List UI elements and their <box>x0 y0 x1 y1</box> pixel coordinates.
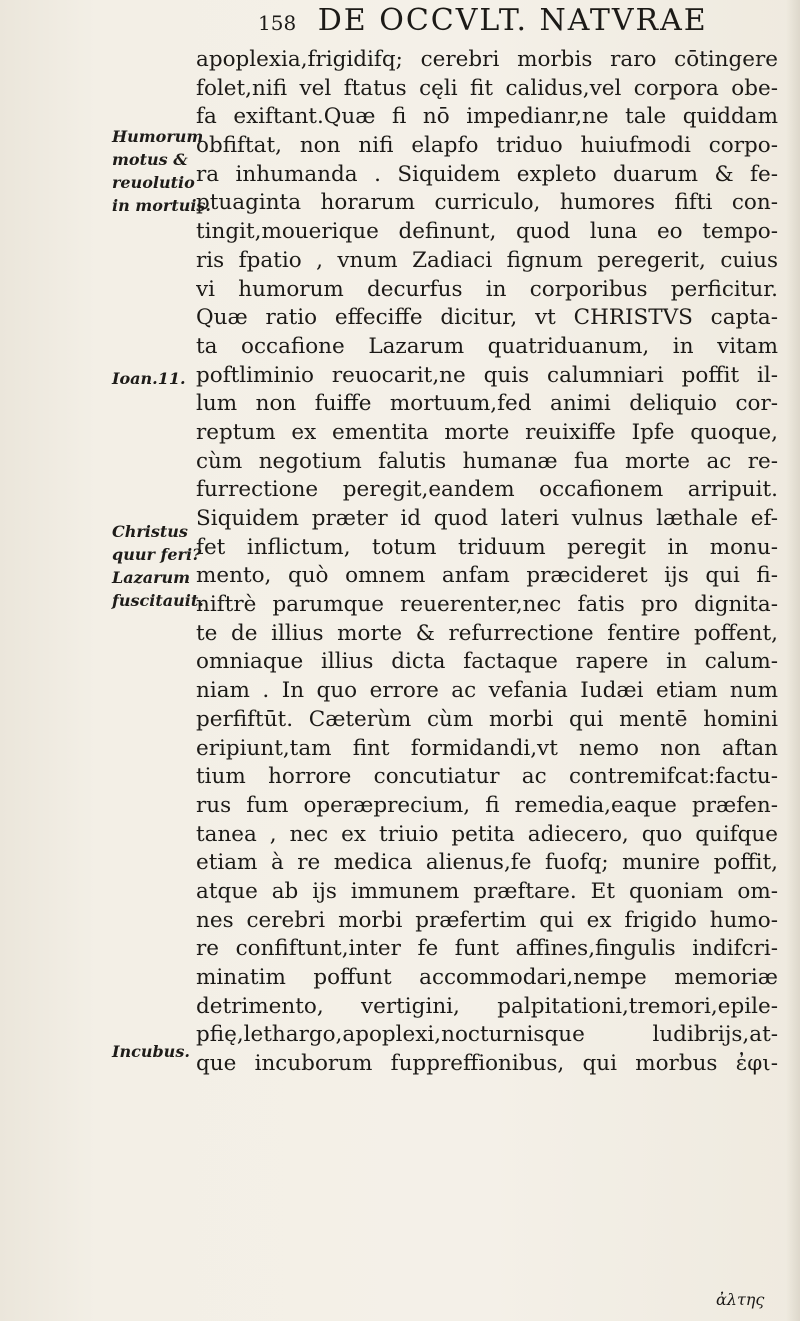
margin-note-line: Incubus. <box>112 1042 190 1061</box>
text-line: omniaque illius dicta factaque rapere in calum- <box>196 649 778 675</box>
text-line: furrectione peregit,eandem occafionem arripuit. <box>196 477 778 503</box>
text-line: que incuborum fuppreffionibus, qui morbus ἐφι- <box>196 1051 778 1077</box>
text-line: re confiftunt,inter fe funt affines,fingulis indifcri- <box>196 936 778 962</box>
margin-note-ioan <box>112 367 186 390</box>
catchword: ἀλτης <box>716 1290 765 1309</box>
text-line: vi humorum decurfus in corporibus perficitur. <box>196 276 778 302</box>
text-line: Siquidem præter id quod lateri vulnus læthale ef- <box>196 506 778 531</box>
text-line: perfiftūt. Cæterùm cùm morbi qui mentē homini <box>196 706 778 732</box>
text-line: te de illius morte & refurrectione fentire poffent, <box>196 620 778 646</box>
page-number: 158 <box>258 11 297 35</box>
text-line: tingit,mouerique definunt, quod luna eo tempo- <box>196 219 778 245</box>
text-line: reptum ex ementita morte reuixiffe Ipfe quoque, <box>196 419 778 445</box>
text-line: lum non fuiffe mortuum,fed animi deliquio cor- <box>196 391 778 417</box>
margin-note-line: quur feri? <box>112 545 202 564</box>
margin-note-line: in mortuis. <box>112 196 211 215</box>
text-line: Quæ ratio effeciffe dicitur, vt CHRISTVS capta- <box>196 305 778 331</box>
text-line: minatim poffunt accommodari,nempe memoriæ <box>196 965 778 990</box>
text-line: etiam à re medica alienus,fe fuofq; munire poffit, <box>196 850 778 876</box>
text-line: mento, quò omnem anfam præcideret ijs qui fi- <box>196 563 778 589</box>
margin-note-line: Christus <box>112 522 188 541</box>
margin-note-line: Ioan.11. <box>112 369 186 388</box>
margin-note-line: Humorum <box>112 127 204 146</box>
text-line: ptuaginta horarum curriculo, humores fifti con- <box>196 190 778 216</box>
margin-note-line: Lazarum <box>112 568 191 587</box>
text-line: ra inhumanda . Siquidem expleto duarum & fe- <box>196 161 778 187</box>
margin-note-line: reuolutio <box>112 173 195 192</box>
text-line: detrimento, vertigini, palpitationi,tremori,epile- <box>196 993 778 1019</box>
text-line: rus fum operæprecium, fi remedia,eaque præfen- <box>196 792 778 818</box>
running-header <box>258 0 778 42</box>
text-line: atque ab ijs immunem præftare. Et quoniam om- <box>196 878 778 904</box>
text-line: niftrè parumque reuerenter,nec fatis pro dignita- <box>196 592 778 618</box>
text-line: obfiftat, non nifi elapfo triduo huiufmodi corpo- <box>196 133 778 159</box>
page-edge-shadow <box>786 0 800 1321</box>
text-line: eripiunt,tam fint formidandi,vt nemo non aftan <box>196 735 778 761</box>
margin-note-incubus <box>112 1040 190 1063</box>
margin-note-line: motus & <box>112 150 188 169</box>
text-line: ris fpatio , vnum Zadiaci fignum peregerit, cuius <box>196 247 778 273</box>
main-text-block <box>196 46 778 1079</box>
text-line: ta occafione Lazarum quatriduanum, in vitam <box>196 333 778 359</box>
margin-note-line: fuscitauit. <box>112 591 204 610</box>
margin-note-christus <box>112 520 204 612</box>
text-line: poftliminio reuocarit,ne quis calumniari poffit il- <box>196 362 778 388</box>
text-line: cùm negotium falutis humanæ fua morte ac re- <box>196 448 778 474</box>
text-line: nes cerebri morbi præfertim qui ex frigido humo- <box>196 907 778 933</box>
text-line: niam . In quo errore ac vefania Iudæi etiam num <box>196 678 778 704</box>
text-line: folet,nifi vel ftatus cęli fit calidus,vel corpora obe- <box>196 75 778 101</box>
text-line: fet inflictum, totum triduum peregit in monu- <box>196 534 778 560</box>
text-line: tium horrore concutiatur ac contremifcat:factu- <box>196 764 778 790</box>
text-line: tanea , nec ex triuio petita adiecero, quo quifque <box>196 821 778 847</box>
running-title: DE OCCVLT. NATVRAE <box>317 3 708 38</box>
text-line: apoplexia,frigidifq; cerebri morbis raro cōtingere <box>196 47 778 72</box>
text-line: fa exiftant.Quæ fi nō impedianr,ne tale quiddam <box>196 104 778 130</box>
text-line: pfię,lethargo,apoplexi,nocturnisque ludibrijs,at- <box>196 1022 778 1048</box>
